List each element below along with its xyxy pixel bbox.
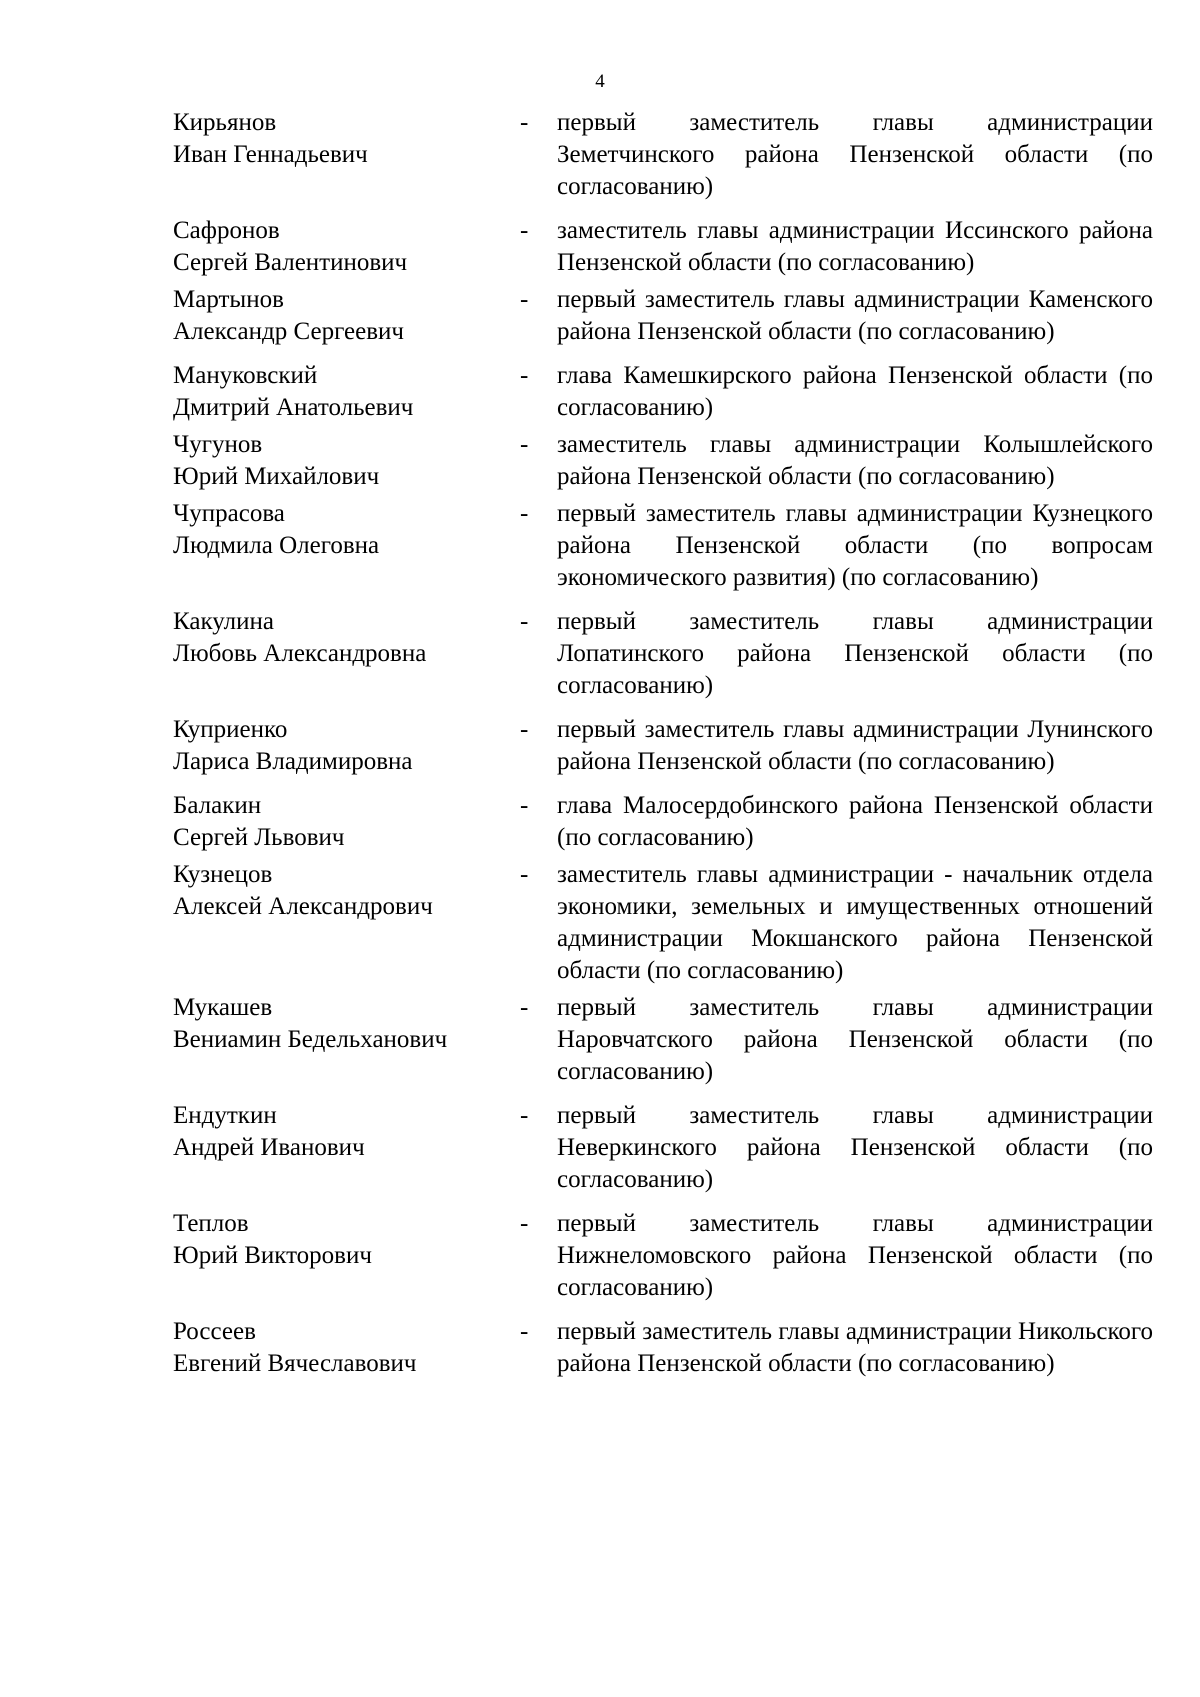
member-role: первый заместитель главы администрации Неверкинского района Пензенской области (по согласованию) [557, 1102, 1153, 1193]
member-list [173, 107, 1153, 1380]
member-name [173, 284, 520, 348]
member-name [173, 1100, 520, 1196]
member-given-name: Сергей Валентинович [173, 249, 408, 276]
member-given-name: Сергей Львович [173, 824, 345, 851]
member-entry [173, 360, 1153, 424]
dash-separator: - [520, 1318, 529, 1345]
member-surname: Мартынов [173, 286, 284, 313]
member-surname: Чупрасова [173, 500, 285, 527]
member-role: глава Камешкирского района Пензенской области (по согласованию) [557, 362, 1153, 421]
member-given-name: Алексей Александрович [173, 893, 433, 920]
member-name [173, 107, 520, 203]
member-surname: Балакин [173, 792, 262, 819]
member-entry [173, 790, 1153, 854]
member-surname: Россеев [173, 1318, 256, 1345]
dash-separator: - [520, 608, 529, 635]
member-surname: Ендуткин [173, 1102, 277, 1129]
member-surname: Чугунов [173, 431, 263, 458]
dash-separator: - [520, 861, 529, 888]
member-name [173, 360, 520, 424]
dash-separator: - [520, 431, 529, 458]
member-name [173, 606, 520, 702]
member-entry [173, 498, 1153, 594]
member-surname: Кузнецов [173, 861, 273, 888]
member-surname: Мануковский [173, 362, 318, 389]
member-surname: Сафронов [173, 217, 280, 244]
member-name [173, 992, 520, 1088]
member-surname: Кирьянов [173, 109, 277, 136]
member-role: заместитель главы администрации Колышлейского района Пензенской области (по согласованию) [557, 431, 1153, 490]
member-role: заместитель главы администрации Иссинского района Пензенской области (по согласованию) [557, 217, 1153, 276]
member-name [173, 714, 520, 778]
member-given-name: Иван Геннадьевич [173, 141, 368, 168]
member-role: первый заместитель главы администрации Каменского района Пензенской области (по согласованию) [557, 286, 1153, 345]
member-name [173, 790, 520, 854]
member-surname: Теплов [173, 1210, 249, 1237]
member-name [173, 859, 520, 987]
member-role: первый заместитель главы администрации Земетчинского района Пензенской области (по согласованию) [557, 109, 1153, 200]
member-role: первый заместитель главы администрации Нижнеломовского района Пензенской области (по согласованию) [557, 1210, 1153, 1301]
member-given-name: Юрий Михайлович [173, 463, 380, 490]
member-role: глава Малосердобинского района Пензенской области (по согласованию) [557, 792, 1153, 851]
member-role: первый заместитель главы администрации Никольского района Пензенской области (по согласованию) [557, 1318, 1153, 1377]
member-entry [173, 1100, 1153, 1196]
member-given-name: Евгений Вячеславович [173, 1350, 417, 1377]
dash-separator: - [520, 1102, 529, 1129]
member-given-name: Дмитрий Анатольевич [173, 394, 414, 421]
member-name [173, 1316, 520, 1380]
member-given-name: Людмила Олеговна [173, 532, 380, 559]
member-entry [173, 284, 1153, 348]
member-given-name: Любовь Александровна [173, 640, 427, 667]
member-entry [173, 107, 1153, 203]
member-entry [173, 714, 1153, 778]
member-given-name: Вениамин Бедельханович [173, 1026, 448, 1053]
member-entry [173, 992, 1153, 1088]
member-surname: Какулина [173, 608, 274, 635]
dash-separator: - [520, 500, 529, 527]
member-role: заместитель главы администрации - начальник отдела экономики, земельных и имущественных отношений администрации Мокшанского района Пензенской области (по согласованию) [557, 861, 1153, 984]
dash-separator: - [520, 217, 529, 244]
member-name [173, 429, 520, 493]
dash-separator: - [520, 109, 529, 136]
page-number: 4 [595, 71, 605, 92]
member-name [173, 1208, 520, 1304]
dash-separator: - [520, 716, 529, 743]
member-entry [173, 859, 1153, 987]
member-role: первый заместитель главы администрации Наровчатского района Пензенской области (по согласованию) [557, 994, 1153, 1085]
member-name [173, 498, 520, 594]
member-entry [173, 1208, 1153, 1304]
member-entry [173, 429, 1153, 493]
member-name [173, 215, 520, 279]
member-given-name: Юрий Викторович [173, 1242, 372, 1269]
dash-separator: - [520, 994, 529, 1021]
member-given-name: Лариса Владимировна [173, 748, 413, 775]
dash-separator: - [520, 286, 529, 313]
member-entry [173, 606, 1153, 702]
dash-separator: - [520, 362, 529, 389]
member-surname: Мукашев [173, 994, 273, 1021]
member-role: первый заместитель главы администрации Лунинского района Пензенской области (по согласованию) [557, 716, 1153, 775]
member-role: первый заместитель главы администрации Кузнецкого района Пензенской области (по вопросам экономического развития) (по согласованию) [557, 500, 1153, 591]
member-entry [173, 215, 1153, 279]
member-surname: Куприенко [173, 716, 288, 743]
dash-separator: - [520, 792, 529, 819]
member-entry [173, 1316, 1153, 1380]
member-given-name: Александр Сергеевич [173, 318, 404, 345]
dash-separator: - [520, 1210, 529, 1237]
member-role: первый заместитель главы администрации Лопатинского района Пензенской области (по согласованию) [557, 608, 1153, 699]
member-given-name: Андрей Иванович [173, 1134, 365, 1161]
